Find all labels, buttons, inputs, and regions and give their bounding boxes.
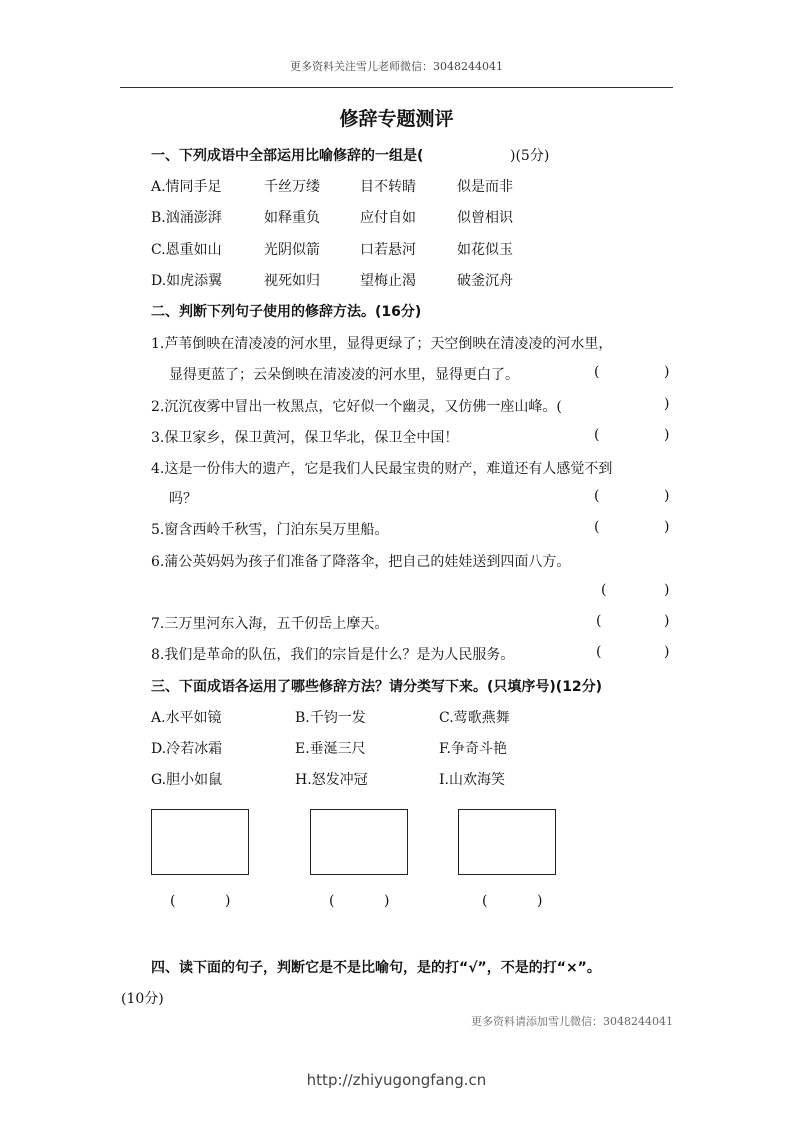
s3-h: H.怒发冲冠 [295, 772, 368, 788]
section2-heading: 二、判断下列句子使用的修辞方法。(16分) [151, 304, 422, 320]
s2-q1-close-paren: ) [664, 364, 670, 380]
s2-q5: 5.窗含西岭千秋雪，门泊东吴万里船。 [151, 522, 389, 538]
s2-q6-close-paren: ) [664, 582, 670, 598]
s2-q2: 2.沉沉夜雾中冒出一枚黑点，它好似一个幽灵，又仿佛一座山峰。( [151, 399, 562, 415]
section3-heading: 三、下面成语各运用了哪些修辞方法？请分类写下来。(只填序号)(12分) [151, 679, 603, 695]
s3-c: C.莺歌燕舞 [439, 710, 510, 726]
s2-q1-line2: 显得更蓝了；云朵倒映在清凌凌的河水里，显得更白了。 [169, 367, 519, 383]
header-note: 更多资料关注雪儿老师微信：3048244041 [290, 60, 503, 73]
section4-heading: 四、读下面的句子，判断它是不是比喻句，是的打“√”，不是的打“×”。 [151, 960, 601, 976]
page-title: 修辞专题测评 [339, 108, 454, 130]
s3-i: I.山欢海笑 [439, 772, 505, 788]
s2-q2-close-paren: ) [664, 396, 670, 412]
s1-c-1: C.恩重如山 [151, 242, 222, 258]
box3-close-paren: ) [537, 893, 543, 909]
s1-d-4: 破釜沉舟 [457, 273, 513, 289]
answer-box-3[interactable] [458, 809, 556, 875]
answer-box-1[interactable] [151, 809, 249, 875]
box1-open-paren: ( [170, 893, 176, 909]
section4-score: (10分) [121, 991, 164, 1007]
footer-note: 更多资料请添加雪儿微信：3048244041 [471, 1015, 673, 1028]
s2-q4-line2: 吗？ [169, 491, 197, 507]
s1-b-1: B.汹涌澎湃 [151, 210, 222, 226]
section1-heading: 一、下列成语中全部运用比喻修辞的一组是( [151, 148, 424, 164]
s2-q3: 3.保卫家乡，保卫黄河，保卫华北，保卫全中国！ [151, 430, 459, 446]
s1-b-2: 如释重负 [264, 210, 320, 226]
s3-g: G.胆小如鼠 [151, 772, 223, 788]
s1-c-4: 如花似玉 [457, 242, 513, 258]
s2-q7-close-paren: ) [664, 613, 670, 629]
box2-close-paren: ) [384, 893, 390, 909]
s2-q3-open-paren: ( [594, 427, 600, 443]
s2-q8: 8.我们是革命的队伍，我们的宗旨是什么？是为人民服务。 [151, 647, 515, 663]
s3-b: B.千钧一发 [295, 710, 366, 726]
s1-b-4: 似曾相识 [457, 210, 513, 226]
box1-close-paren: ) [225, 893, 231, 909]
s2-q6-open-paren: ( [601, 582, 607, 598]
s2-q7-open-paren: ( [596, 613, 602, 629]
s2-q8-close-paren: ) [664, 644, 670, 660]
s2-q6: 6.蒲公英妈妈为孩子们准备了降落伞，把自己的娃娃送到四面八方。 [151, 554, 571, 570]
footer-url[interactable]: http://zhiyugongfang.cn [306, 1071, 487, 1089]
s1-a-3: 目不转睛 [360, 179, 416, 195]
box2-open-paren: ( [329, 893, 335, 909]
s3-d: D.冷若冰霜 [151, 741, 223, 757]
s2-q4-open-paren: ( [594, 488, 600, 504]
box3-open-paren: ( [482, 893, 488, 909]
s2-q5-close-paren: ) [664, 519, 670, 535]
s2-q4-close-paren: ) [664, 488, 670, 504]
s1-d-2: 视死如归 [264, 273, 320, 289]
s1-a-4: 似是而非 [457, 179, 513, 195]
s2-q3-close-paren: ) [664, 427, 670, 443]
s2-q7: 7.三万里河东入海，五千仞岳上摩天。 [151, 616, 389, 632]
s3-a: A.水平如镜 [151, 710, 222, 726]
s3-f: F.争奇斗艳 [439, 741, 507, 757]
s3-e: E.垂涎三尺 [295, 741, 366, 757]
s2-q8-open-paren: ( [596, 644, 602, 660]
s1-c-3: 口若悬河 [360, 242, 416, 258]
s2-q1-open-paren: ( [594, 364, 600, 380]
header-divider [120, 87, 673, 88]
answer-box-2[interactable] [310, 809, 408, 875]
s1-a-2: 千丝万缕 [264, 179, 320, 195]
s1-a-1: A.情同手足 [151, 179, 222, 195]
s1-b-3: 应付自如 [360, 210, 416, 226]
s2-q5-open-paren: ( [594, 519, 600, 535]
section1-score: )(5分) [510, 148, 550, 164]
s1-d-3: 望梅止渴 [360, 273, 416, 289]
s2-q4-line1: 4.这是一份伟大的遗产，它是我们人民最宝贵的财产，难道还有人感觉不到 [151, 461, 613, 477]
s1-d-1: D.如虎添翼 [151, 273, 223, 289]
s2-q1-line1: 1.芦苇倒映在清凌凌的河水里，显得更绿了；天空倒映在清凌凌的河水里， [151, 336, 613, 352]
s1-c-2: 光阴似箭 [264, 242, 320, 258]
